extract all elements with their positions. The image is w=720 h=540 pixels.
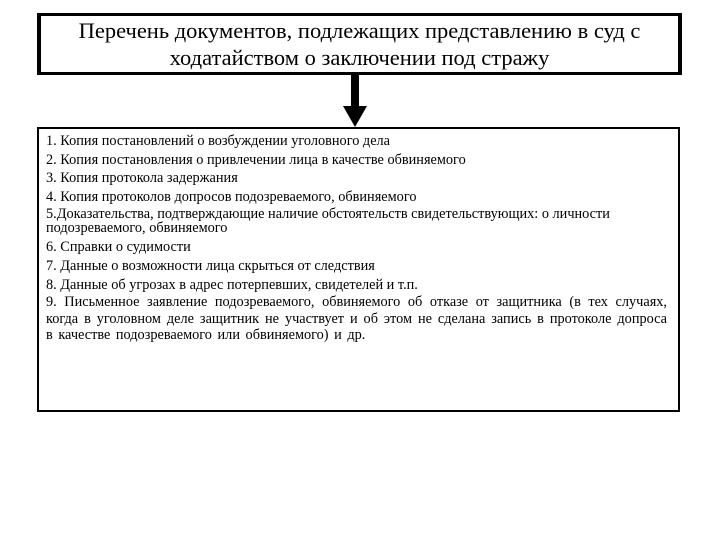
list-item-6: 6. Справки о судимости (46, 239, 191, 256)
list-item-1: 1. Копия постановлений о возбуждении уголовного дела (46, 133, 391, 149)
list-item-2: 2. Копия постановления о привлечении лица в качестве обвиняемого (46, 151, 466, 168)
list-item-7: 7. Данные о возможности лица скрыться от следствия (46, 257, 375, 274)
list-item-9: 9. Письменное заявление подозреваемого, обвиняемого об отказе от защитника (в тех случаях, когда в уголовном деле защитник не участвует и об этом не сделана запись в протоколе допроса в качестве подозреваемого или обвиняемого) и др. (46, 294, 667, 344)
list-item-4: 4. Копия протоколов допросов подозреваемого, обвиняемого (46, 188, 417, 205)
documents-list-box (37, 127, 680, 412)
title-box (37, 13, 682, 75)
down-arrow-shaft (351, 75, 359, 107)
list-item-5: 5.Доказательства, подтверждающие наличие обстоятельств свидетельствующих: о личности подозреваемого, обвиняемого (46, 206, 610, 236)
down-arrow-icon (343, 106, 367, 127)
diagram-title: Перечень документов, подлежащих представлению в суд с ходатайством о заключении под стражу (78, 18, 641, 70)
list-item-8: 8. Данные об угрозах в адрес потерпевших, свидетелей и т.п. (46, 276, 418, 293)
list-item-3: 3. Копия протокола задержания (46, 170, 238, 187)
